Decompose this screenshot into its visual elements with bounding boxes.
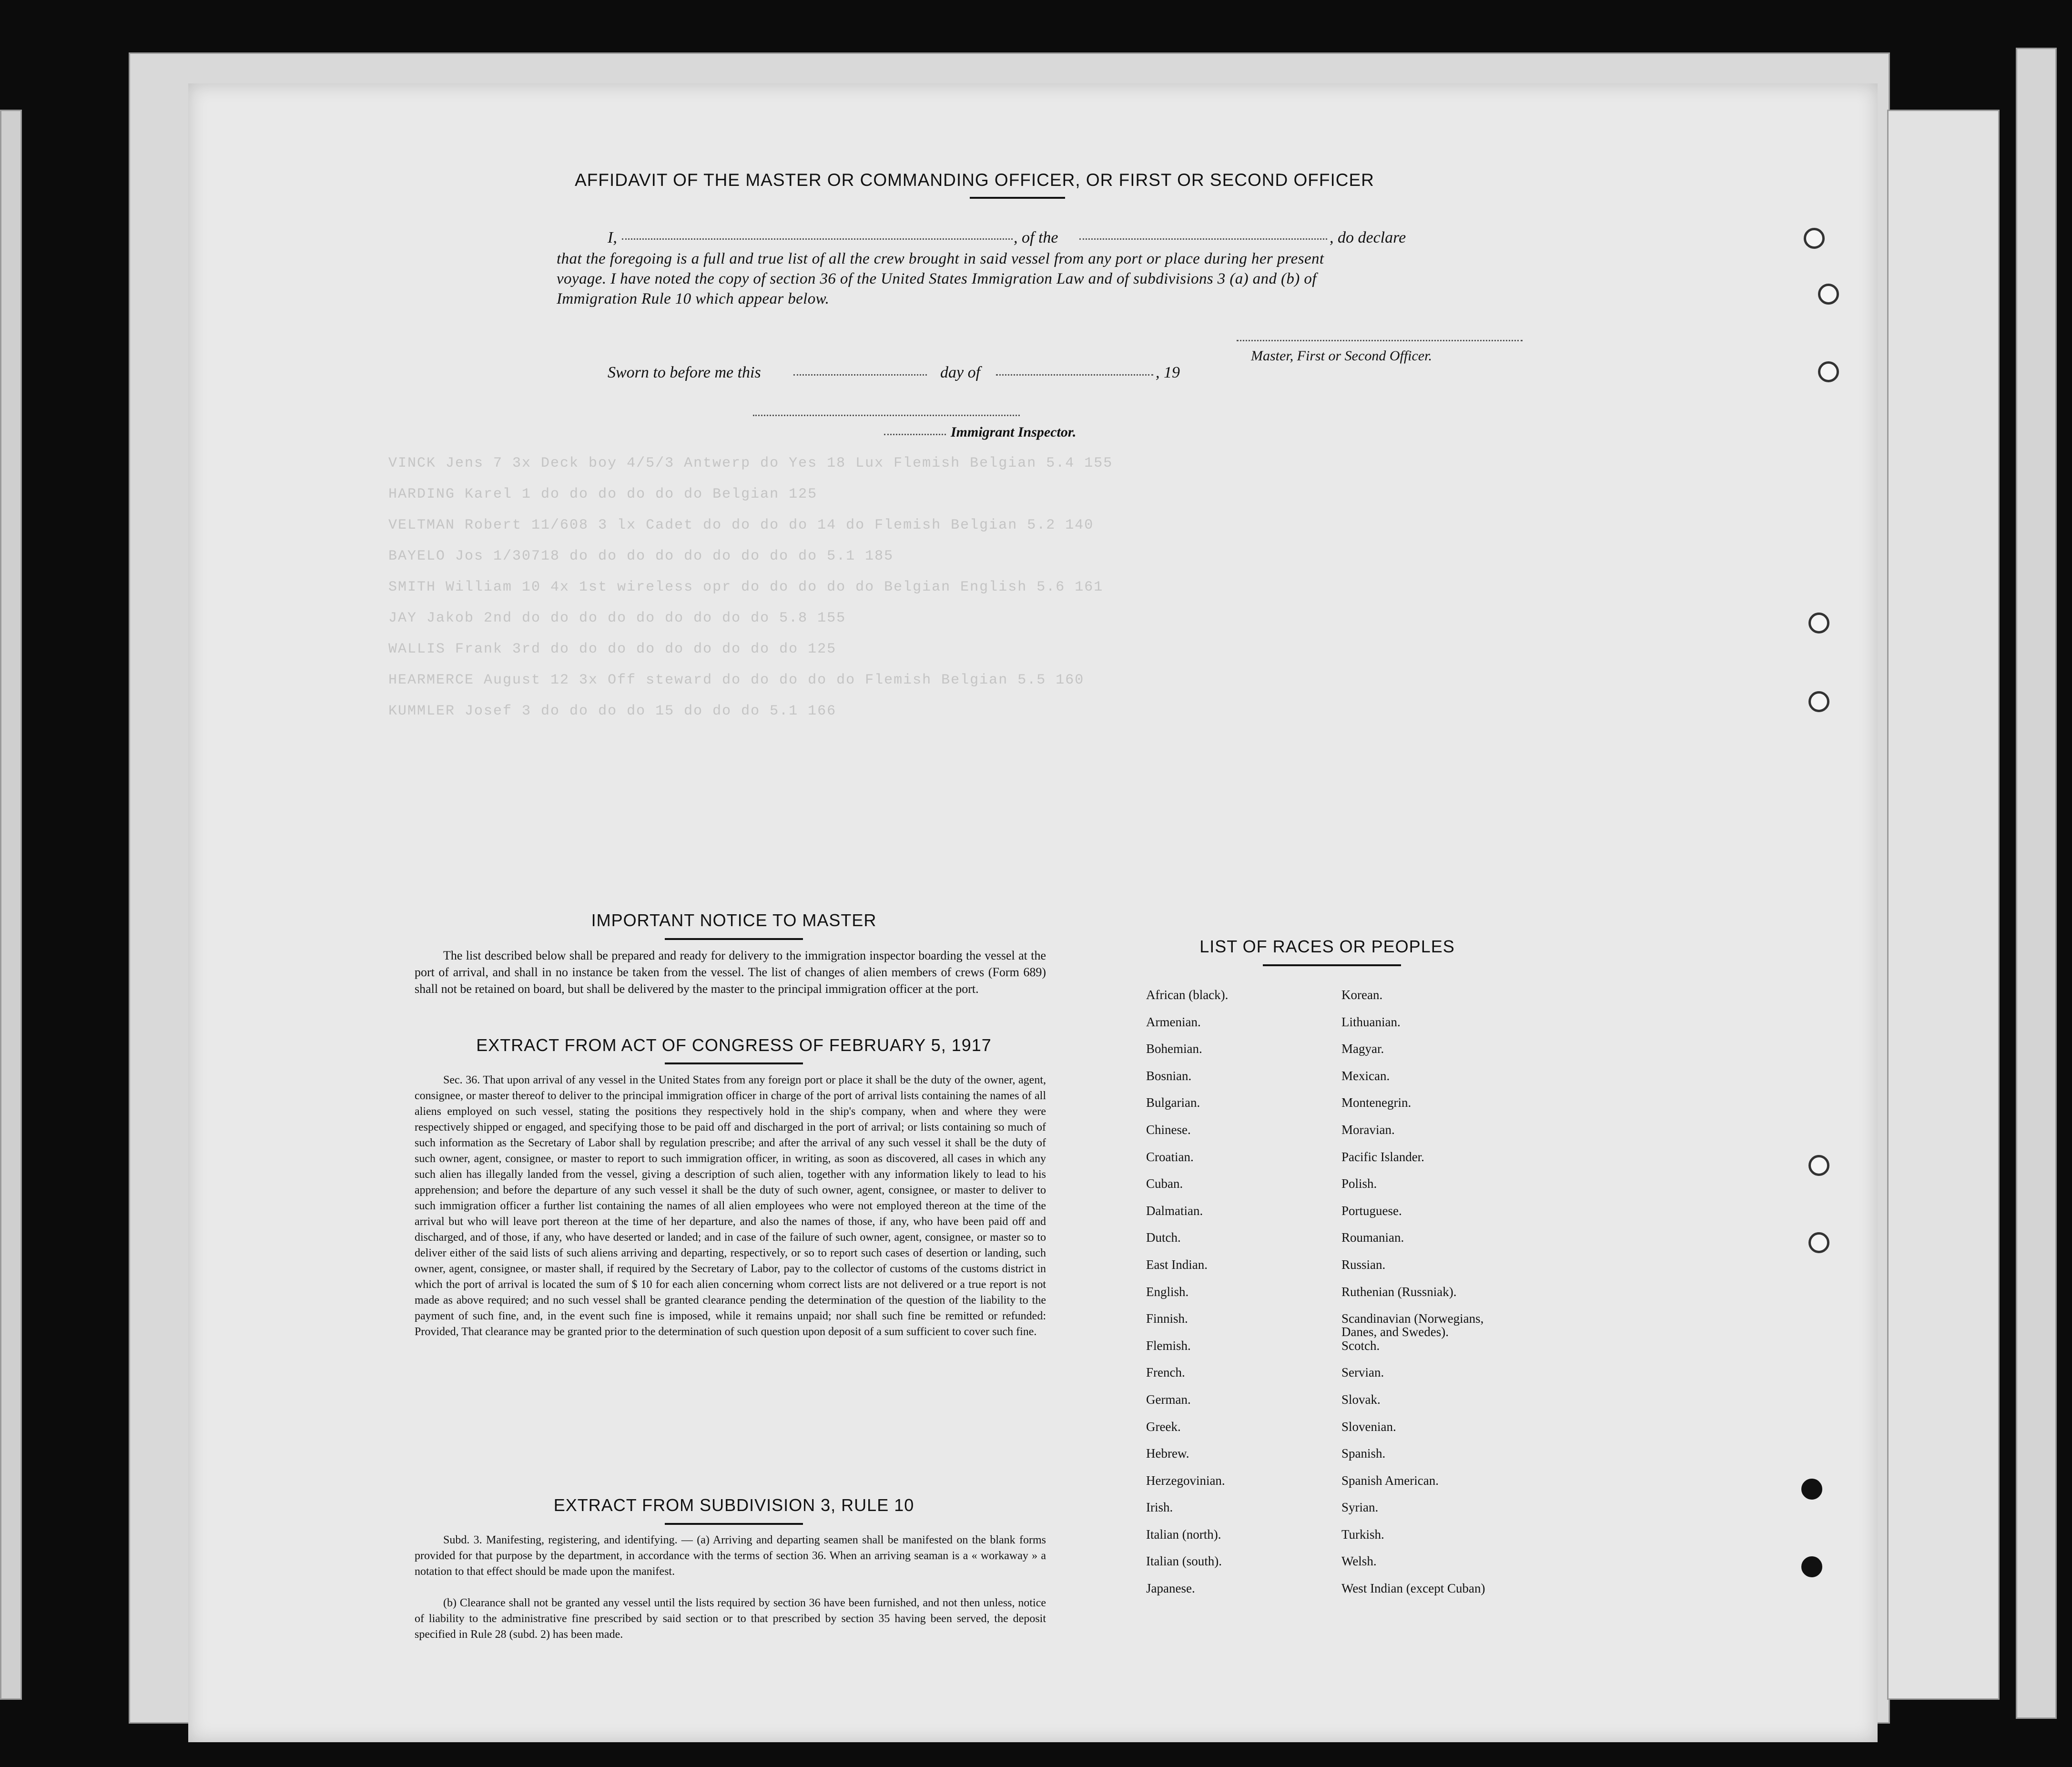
affidavit-line1-i: I, — [608, 229, 617, 246]
race-item: German. — [1146, 1392, 1191, 1407]
punch-hole — [1808, 1232, 1829, 1253]
master-signature-label: Master, First or Second Officer. — [1251, 348, 1432, 364]
race-item: Montenegrin. — [1341, 1095, 1412, 1110]
race-item: Scandinavian (Norwegians, Danes, and Swedes). — [1341, 1311, 1484, 1339]
punch-hole — [1808, 613, 1829, 633]
race-item: Italian (south). — [1146, 1554, 1222, 1569]
affidavit-title: AFFIDAVIT OF THE MASTER OR COMMANDING OFFICER, OR FIRST OR SECOND OFFICER — [575, 170, 1374, 190]
race-item: Bosnian. — [1146, 1068, 1192, 1083]
race-item: Croatian. — [1146, 1149, 1194, 1164]
extract-act-title: EXTRACT FROM ACT OF CONGRESS OF FEBRUARY 5, 1917 — [476, 1035, 992, 1055]
race-item: Polish. — [1341, 1176, 1377, 1191]
race-item: Korean. — [1341, 988, 1383, 1002]
bleedthrough-row: VINCK Jens 7 3x Deck boy 4/5/3 Antwerp do Yes 18 Lux Flemish Belgian 5.4 155 — [388, 455, 1113, 471]
right-binding-strip — [2016, 48, 2057, 1719]
extract-rule-text-b: (b) Clearance shall not be granted any vessel until the lists required by section 36 have been furnished, and not then unless, notice of liability to the administrative fine prescribed by said section or to that prescribed by section 35 having been served, the deposit specified in Rule 28 (subd. 2) has been made. — [415, 1597, 1046, 1641]
title-underline — [970, 197, 1065, 199]
race-item: Servian. — [1341, 1365, 1384, 1380]
race-item: Russian. — [1341, 1257, 1386, 1272]
race-item: African (black). — [1146, 988, 1229, 1002]
bleedthrough-row: HARDING Karel 1 do do do do do do Belgian 125 — [388, 486, 818, 502]
race-item: Herzegovinian. — [1146, 1473, 1225, 1488]
extract-rule-text-a: Subd. 3. Manifesting, registering, and identifying. — (a) Arriving and departing seamen shall be manifested on the blank forms provided for that purpose by the department, in accordance with the terms of section 36. When an arriving seaman is a « workaway » a notation to that effect should be made upon the manifest. — [415, 1534, 1046, 1578]
notice-text: The list described below shall be prepared and ready for delivery to the immigration inspector boarding the vessel at the port of arrival, and shall in no instance be taken from the vessel. The list of changes of alien members of crews (Form 689) shall not be retained on board, but shall be delivered by the master to the principal immigration officer at the port. — [415, 949, 1046, 996]
race-item: Welsh. — [1341, 1554, 1377, 1569]
year-text: , 19 — [1156, 364, 1180, 381]
races-title-underline — [1263, 964, 1401, 966]
race-item: Bulgarian. — [1146, 1095, 1200, 1110]
punch-hole — [1801, 1556, 1822, 1577]
extract-act-underline — [665, 1062, 803, 1064]
race-item: Finnish. — [1146, 1311, 1188, 1326]
extract-rule-title: EXTRACT FROM SUBDIVISION 3, RULE 10 — [553, 1495, 914, 1515]
bleedthrough-row: WALLIS Frank 3rd do do do do do do do do do 125 — [388, 641, 837, 657]
punch-hole — [1818, 361, 1839, 382]
race-item: Magyar. — [1341, 1042, 1384, 1056]
race-item: Pacific Islander. — [1341, 1149, 1424, 1164]
document-page — [188, 83, 1878, 1742]
race-item: Slovenian. — [1341, 1419, 1396, 1434]
race-item: Cuban. — [1146, 1176, 1183, 1191]
affidavit-line3: voyage. I have noted the copy of section 36 of the United States Immigration Law and of subdivisions 3 (a) and (b) of — [557, 270, 1317, 287]
back-sheet-right — [1887, 110, 2000, 1700]
race-item: Turkish. — [1341, 1527, 1384, 1542]
punch-hole — [1804, 228, 1825, 249]
affidavit-line2: that the foregoing is a full and true list of all the crew brought in said vessel from any port or place during her present — [557, 250, 1324, 267]
notice-title: IMPORTANT NOTICE TO MASTER — [591, 910, 877, 930]
notice-title-underline — [665, 938, 803, 940]
sworn-month-field[interactable] — [996, 374, 1153, 376]
race-item: Irish. — [1146, 1500, 1173, 1515]
race-item: Armenian. — [1146, 1014, 1201, 1029]
punch-hole — [1801, 1479, 1822, 1500]
bleedthrough-row: VELTMAN Robert 11/608 3 lx Cadet do do do do 14 do Flemish Belgian 5.2 140 — [388, 517, 1094, 533]
race-item: Ruthenian (Russniak). — [1341, 1284, 1457, 1299]
vessel-name-field[interactable] — [1079, 238, 1327, 240]
race-item: Spanish. — [1341, 1446, 1386, 1461]
races-column-2 — [1341, 988, 1542, 1609]
punch-hole — [1808, 691, 1829, 712]
punch-hole — [1818, 284, 1839, 305]
bleedthrough-row: BAYELO Jos 1/30718 do do do do do do do do do 5.1 185 — [388, 548, 894, 564]
punch-hole — [1808, 1155, 1829, 1176]
race-item: Greek. — [1146, 1419, 1181, 1434]
race-item: Syrian. — [1341, 1500, 1379, 1515]
race-item: English. — [1146, 1284, 1189, 1299]
affidavit-line4: Immigration Rule 10 which appear below. — [557, 290, 830, 307]
bleedthrough-row: JAY Jakob 2nd do do do do do do do do do 5.8 155 — [388, 610, 846, 626]
race-item: Portuguese. — [1341, 1203, 1402, 1218]
inspector-signature-label: Immigrant Inspector. — [951, 424, 1077, 440]
races-title: LIST OF RACES OR PEOPLES — [1199, 937, 1455, 956]
sworn-text: Sworn to before me this — [608, 364, 761, 381]
race-item: Japanese. — [1146, 1581, 1195, 1596]
race-item: Slovak. — [1341, 1392, 1381, 1407]
inspector-signature-field-2[interactable] — [884, 434, 946, 435]
race-item: Moravian. — [1341, 1122, 1395, 1137]
race-item: Roumanian. — [1341, 1230, 1404, 1245]
sworn-day-field[interactable] — [793, 374, 927, 376]
races-column-1 — [1146, 988, 1327, 1609]
affidavit-line1-of-the: , of the — [1014, 229, 1058, 246]
race-item: Flemish. — [1146, 1338, 1191, 1353]
race-item: Chinese. — [1146, 1122, 1191, 1137]
race-item: French. — [1146, 1365, 1185, 1380]
race-item: East Indian. — [1146, 1257, 1208, 1272]
inspector-signature-field[interactable] — [753, 415, 1020, 416]
race-item: Scotch. — [1341, 1338, 1380, 1353]
master-signature-field[interactable] — [1237, 340, 1523, 341]
bleedthrough-row: SMITH William 10 4x 1st wireless opr do do do do do Belgian English 5.6 161 — [388, 579, 1104, 595]
race-item: Dalmatian. — [1146, 1203, 1203, 1218]
day-of-text: day of — [940, 364, 981, 381]
bleedthrough-row: KUMMLER Josef 3 do do do do 15 do do do 5.1 166 — [388, 703, 837, 719]
race-item: West Indian (except Cuban) — [1341, 1581, 1485, 1596]
left-binding-strip — [0, 110, 22, 1700]
bleedthrough-row: HEARMERCE August 12 3x Off steward do do do do do Flemish Belgian 5.5 160 — [388, 672, 1085, 688]
race-item: Spanish American. — [1341, 1473, 1439, 1488]
extract-rule-underline — [665, 1523, 803, 1525]
affidavit-line1-declare: , do declare — [1330, 229, 1406, 246]
master-name-field[interactable] — [622, 238, 1013, 240]
extract-act-text: Sec. 36. That upon arrival of any vessel in the United States from any foreign port or place it shall be the duty of the owner, agent, consignee, or master thereof to deliver to the principal immigration officer in charge of the port of arrival lists containing the names of all aliens employed on such vessel, stating the positions they respectively hold in the ship's company, when and where they were respectively shipped or engaged, and specifying those to be paid off and discharged in the port of arrival; or lists containing so much of such information as the Secretary of Labor shall by regulation prescribe; and after the arrival of any such vessel it shall be the duty of such owner, agent, consignee, or master to report to such immigration officer, in writing, as soon as discovered, all cases in which any such alien has illegally landed from the vessel, giving a description of such alien, together with any information likely to lead to his apprehension; and before the departure of any such vessel it shall be the duty of such owner, agent, consignee, or master to deliver to such immigration officer a further list containing the names of all alien employees who were not employed thereon at the time of the arrival but who will leave port thereon at the time of her departure, and also the names of those, if any, who have been paid off and discharged, and of those, if any, who have deserted or landed; and in case of the failure of such owner, agent, consignee, or master so to deliver either of the said lists of such aliens arriving and departing, respectively, or so to report such cases of desertion or landing, such owner, agent, consignee, or master shall, if required by the Secretary of Labor, pay to the collector of customs of the customs district in which the port of arrival is located the sum of $ 10 for each alien concerning whom correct lists are not delivered or a true report is not made as above required; and no such vessel shall be granted clearance pending the determination of the question of the liability to the payment of such fine, and, in the event such fine is imposed, while it remains unpaid; nor shall such fine be remitted or refunded: Provided, That clearance may be granted prior to the determination of such question upon deposit of a sum sufficient to cover such fine. — [415, 1074, 1046, 1338]
race-item: Hebrew. — [1146, 1446, 1189, 1461]
race-item: Italian (north). — [1146, 1527, 1221, 1542]
race-item: Lithuanian. — [1341, 1014, 1401, 1029]
race-item: Mexican. — [1341, 1068, 1390, 1083]
race-item: Bohemian. — [1146, 1042, 1202, 1056]
race-item: Dutch. — [1146, 1230, 1181, 1245]
